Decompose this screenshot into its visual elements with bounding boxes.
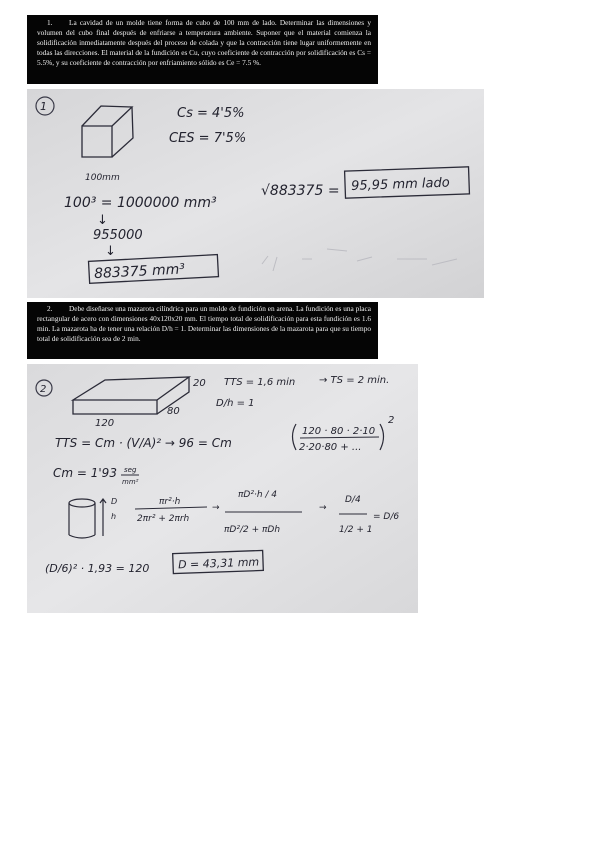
problem-1-statement: [27, 15, 378, 84]
result-volume: 883375 mm³: [93, 261, 186, 283]
arrow-right-icon: →: [212, 503, 220, 513]
equation-fraction-numerator: 120 · 80 · 2·10: [302, 426, 376, 437]
cm-unit-numerator: seg: [124, 466, 137, 474]
cube-side-label: 100mm: [85, 173, 120, 183]
volume-step: 955000: [93, 228, 143, 243]
volume-initial: 100³ = 1000000 mm³: [64, 195, 217, 211]
fraction-b-denominator: πD²/2 + πDh: [224, 525, 281, 535]
final-equation: (D/6)² · 1,93 = 120: [45, 562, 150, 575]
ratio-d-h: D/h = 1: [216, 398, 255, 409]
tts-target: → TS = 2 min.: [319, 375, 390, 386]
circle-label-2: 2: [40, 384, 47, 395]
cs-value: Cs = 4'5%: [177, 106, 245, 121]
cm-unit-denominator: mm²: [122, 478, 139, 486]
problem-1-text: La cavidad de un molde tiene forma de cubo de 100 mm de lado. Determinar las dimensiones y volumen del cubo final después de enfriarse a temperatura ambiente. Suponer que el material comienza la solidificación inmediatamente después del proceso de colada y que la contracción tiene lugar uniformemente en todas las direcciones. El material de la fundición es Cu, cuyo coeficiente de contracción por solidificación es Cs = 5.5%, y su coeficiente de contracción por enfriamiento sólido es Ce = 7.5 %.: [37, 18, 371, 68]
fraction-c-numerator: D/4: [345, 495, 361, 505]
cylinder-d-label: D: [111, 497, 118, 506]
problem-2-text: Debe diseñarse una mazarota cilíndrica para un molde de fundición en arena. La fundición es una placa rectangular de acero con dimensiones 40x120x20 mm. El tiempo total de solidificación para esta fundición es 1.6 min. La mazarota ha de tener una relación D/h = 1. Determinar las dimensiones de la mazarota para que su tiempo total de solidificación sea de 2 min.: [37, 304, 371, 344]
arrow-down-icon: ↓: [97, 213, 108, 228]
equation-exponent: 2: [388, 415, 395, 426]
dim-80: 80: [167, 406, 180, 417]
problem-2-statement: [27, 302, 378, 359]
sqrt-expression: √883375 =: [261, 183, 340, 199]
ces-value: CES = 7'5%: [169, 131, 247, 146]
handwritten-solution-2-photo: [27, 364, 418, 613]
result-diameter: D = 43,31 mm: [177, 555, 260, 572]
result-side: 95,95 mm lado: [350, 175, 450, 194]
fraction-a-denominator: 2πr² + 2πrh: [137, 514, 190, 524]
equation-tts: TTS = Cm · (V/A)² → 96 = Cm: [55, 436, 232, 450]
equation-fraction-denominator: 2·20·80 + ...: [299, 442, 362, 453]
cm-value: Cm = 1'93: [53, 466, 117, 480]
handwritten-solution-1-photo: [27, 89, 484, 298]
fraction-c-denominator: 1/2 + 1: [339, 525, 373, 535]
fraction-b-numerator: πD²·h / 4: [238, 490, 278, 500]
fraction-c-result: = D/6: [373, 512, 400, 522]
dim-120: 120: [95, 418, 115, 429]
dim-20: 20: [193, 378, 206, 389]
cylinder-h-label: h: [111, 512, 117, 521]
problem-2-number: 2.: [47, 304, 53, 313]
tts-given: TTS = 1,6 min: [224, 377, 296, 388]
problem-1-number: 1.: [47, 18, 53, 27]
arrow-down-icon-2: ↓: [105, 244, 116, 259]
arrow-right-icon-2: →: [319, 503, 327, 513]
fraction-a-numerator: πr²·h: [159, 497, 181, 507]
circle-label-1: 1: [40, 100, 47, 113]
